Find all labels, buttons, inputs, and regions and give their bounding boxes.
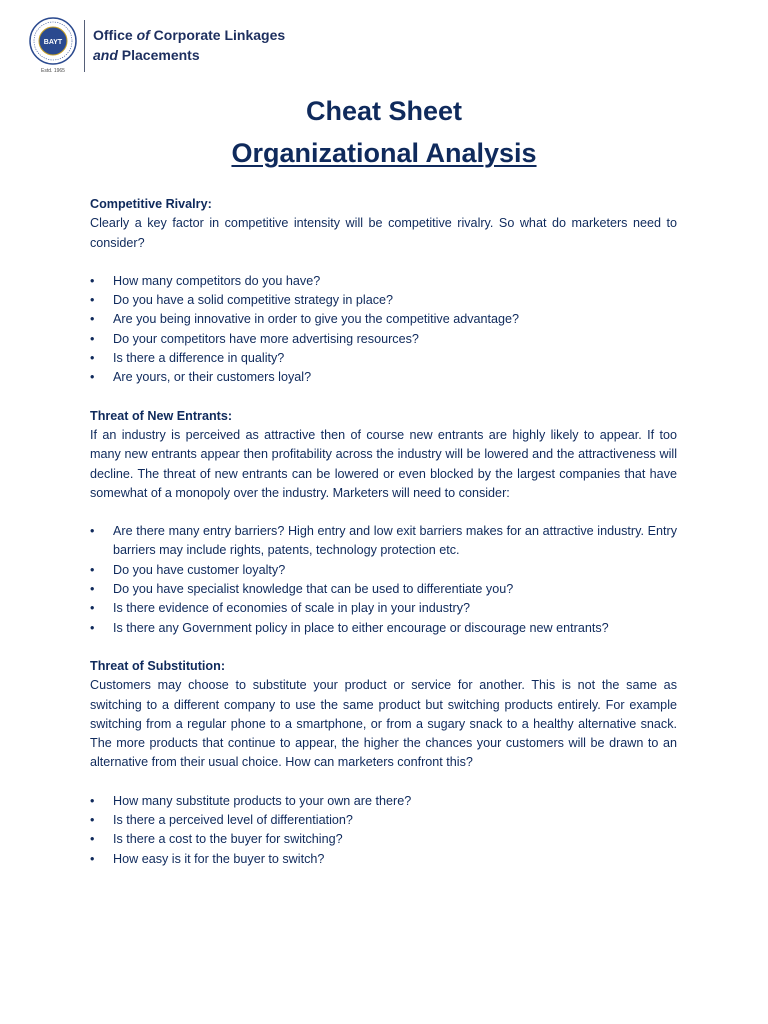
header-divider: [84, 20, 85, 72]
list-item: • Do you have specialist knowledge that can be used to differentiate you?: [90, 580, 677, 599]
list-item: • Is there any Government policy in place to either encourage or discourage new entrants?: [90, 619, 677, 638]
list-item: • Is there a perceived level of differentiation?: [90, 811, 677, 830]
bullet-icon: •: [90, 273, 95, 288]
list-item: • Are yours, or their customers loyal?: [90, 368, 677, 387]
bullet-icon: •: [90, 620, 95, 635]
list-item: • Are you being innovative in order to give you the competitive advantage?: [90, 310, 677, 329]
bullet-icon: •: [90, 832, 95, 847]
list-item: • Is there a cost to the buyer for switching?: [90, 830, 677, 849]
page-subtitle: Organizational Analysis: [231, 138, 537, 168]
list-item: • How many substitute products to your own are there?: [90, 792, 677, 811]
bullet-list: [90, 792, 677, 869]
section-threat-of-substitution: [90, 657, 677, 869]
bullet-icon: •: [90, 293, 95, 308]
section-paragraph: Customers may choose to substitute your product or service for another. This is not the same as switching to a different company to use the same product but switching products entirely. For example switching from a regular phone to a smartphone, or from a sugary snack to a healthy alternative snack. The more products that continue to appear, the higher the chances your customers will be drawn to an alternative from their usual choice. How can marketers confront this?: [90, 678, 677, 770]
section-heading: Threat of New Entrants:: [90, 408, 233, 423]
list-item: • Are there many entry barriers? High entry and low exit barriers makes for an attractive industry. Entry barriers may include rights, patents, technology protection etc.: [90, 524, 677, 558]
bullet-list: [90, 522, 677, 638]
section-heading: Threat of Substitution:: [90, 658, 226, 673]
list-item: • Is there a difference in quality?: [90, 349, 677, 368]
bullet-icon: •: [90, 562, 95, 577]
bullet-icon: •: [90, 351, 95, 366]
office-line-1: Office of Corporate Linkages: [93, 27, 286, 43]
header: [28, 16, 285, 78]
list-item: • Do your competitors have more advertising resources?: [90, 330, 677, 349]
bullet-icon: •: [90, 312, 95, 327]
bullet-list: [90, 272, 677, 388]
document-body: [90, 195, 677, 888]
page-title: Cheat Sheet: [305, 96, 463, 126]
bullet-icon: •: [90, 851, 95, 866]
seal-text: BAYT: [43, 39, 63, 46]
bullet-icon: •: [90, 331, 95, 346]
bullet-icon: •: [90, 582, 95, 597]
section-threat-of-new-entrants: [90, 407, 677, 638]
bullet-icon: •: [90, 813, 95, 828]
list-item: • Is there evidence of economies of scale in play in your industry?: [90, 599, 677, 618]
list-item: • How easy is it for the buyer to switch?: [90, 850, 677, 869]
bullet-icon: •: [90, 793, 95, 808]
office-name: [93, 25, 285, 65]
section-competitive-rivalry: [90, 195, 677, 388]
list-item: • Do you have a solid competitive strategy in place?: [90, 291, 677, 310]
seal-emblem-icon: [28, 16, 78, 66]
section-heading: Competitive Rivalry:: [90, 197, 212, 211]
section-paragraph: Clearly a key factor in competitive intensity will be competitive rivalry. So what do marketers need to consider?: [90, 216, 677, 250]
bullet-icon: •: [90, 370, 95, 385]
seal-established: Estd. 1965: [41, 68, 65, 74]
list-item: • How many competitors do you have?: [90, 272, 677, 291]
bullet-icon: •: [90, 601, 95, 616]
bullet-icon: •: [90, 524, 95, 539]
list-item: • Do you have customer loyalty?: [90, 561, 677, 580]
institution-seal-logo: [28, 16, 78, 74]
section-paragraph: If an industry is perceived as attractive then of course new entrants are highly likely to appear. If too many new entrants appear then profitability across the industry will be lowered and the attractiveness will decline. The threat of new entrants can be lowered or even blocked by the largest companies that have somewhat of a monopoly over the industry. Marketers will need to consider:: [90, 427, 677, 500]
office-line-2: and Placements: [93, 47, 200, 63]
